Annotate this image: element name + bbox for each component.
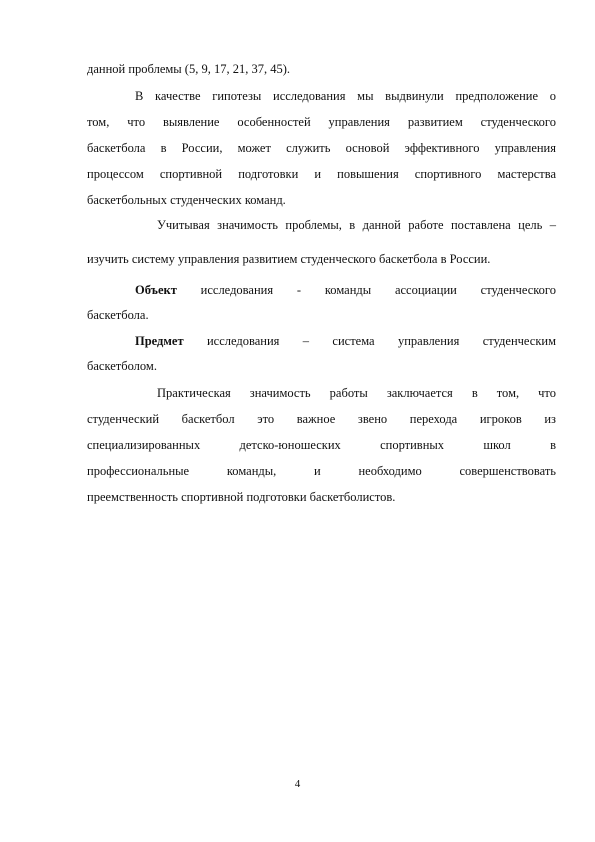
- object-text: исследования - команды ассоциации студенческого: [200, 283, 557, 297]
- hypothesis-line-1: В качестве гипотезы исследования мы выдвинули предположение о: [135, 89, 556, 103]
- object-line-2: баскетбола.: [87, 308, 149, 322]
- hypothesis-line-3: баскетбола в России, может служить основой эффективного управления: [87, 141, 556, 155]
- practical-line-3: специализированных детско-юношеских спортивных школ в: [87, 438, 556, 452]
- object-term: Объект: [135, 283, 177, 297]
- hypothesis-line-5: баскетбольных студенческих команд.: [87, 193, 286, 207]
- subject-line-1: [135, 333, 556, 349]
- practical-line-1: Практическая значимость работы заключается в том, что: [157, 386, 556, 400]
- object-line-1: [135, 282, 556, 298]
- goal-line-1: Учитывая значимость проблемы, в данной работе поставлена цель –: [157, 218, 556, 232]
- practical-line-2: студенческий баскетбол это важное звено перехода игроков из: [87, 412, 556, 426]
- practical-line-5: преемственность спортивной подготовки баскетболистов.: [87, 490, 396, 504]
- paragraph-line: данной проблемы (5, 9, 17, 21, 37, 45).: [87, 62, 291, 76]
- subject-text: исследования – система управления студенческим: [206, 334, 557, 348]
- subject-term: Предмет: [135, 334, 184, 348]
- subject-line-2: баскетболом.: [87, 359, 157, 373]
- hypothesis-line-2: том, что выявление особенностей управления развитием студенческого: [87, 115, 556, 129]
- hypothesis-line-4: процессом спортивной подготовки и повышения спортивного мастерства: [87, 167, 556, 181]
- page-number: 4: [294, 778, 301, 790]
- practical-line-4: профессиональные команды, и необходимо совершенствовать: [87, 464, 556, 478]
- goal-line-2: изучить систему управления развитием студенческого баскетбола в России.: [87, 252, 491, 266]
